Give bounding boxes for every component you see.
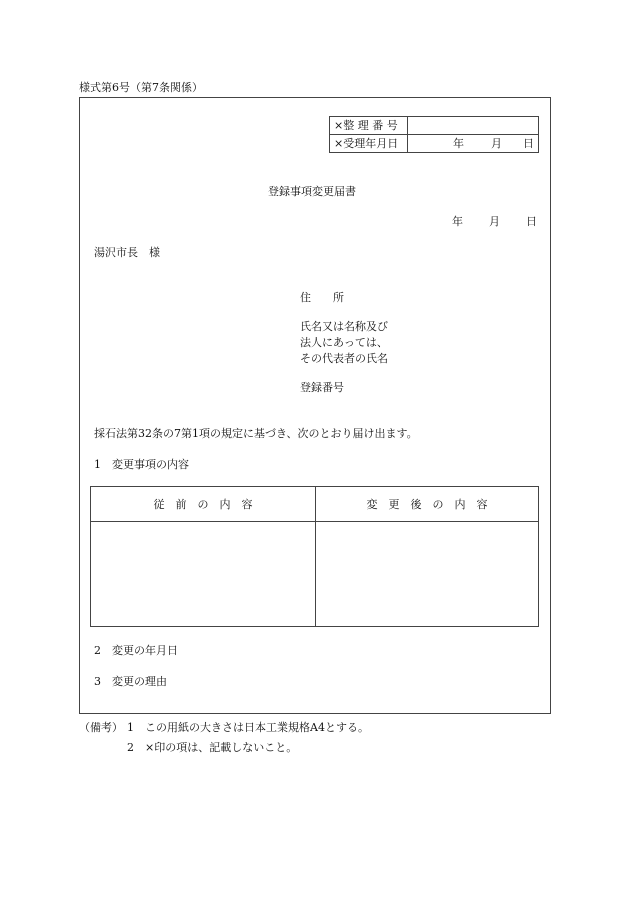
form-number-label: 様式第6号（第7条関係）: [79, 81, 203, 94]
office-box-month: 月: [491, 137, 502, 150]
office-box-receipt-date-value: [408, 135, 539, 153]
office-use-box: [329, 116, 539, 153]
before-content-header: 従 前 の 内 容: [91, 487, 316, 522]
note1-number: 1: [127, 721, 134, 734]
office-box-year: 年: [453, 137, 464, 150]
submission-date-year: 年: [452, 215, 463, 228]
note2-number: 2: [127, 741, 134, 754]
after-content-cell: [316, 522, 539, 627]
address-label: 住 所: [300, 291, 344, 304]
section2-heading: 2 変更の年月日: [94, 644, 178, 657]
change-content-table: [90, 486, 539, 627]
section3-heading: 3 変更の理由: [94, 675, 167, 688]
addressee: 湯沢市長 様: [94, 246, 160, 259]
section1-heading: 1 変更事項の内容: [94, 458, 189, 471]
after-content-header: 変 更 後 の 内 容: [316, 487, 539, 522]
note1-text: この用紙の大きさは日本工業規格A4とする。: [145, 721, 369, 734]
submission-date-month: 月: [489, 215, 500, 228]
name-label-line3: その代表者の氏名: [300, 352, 388, 365]
document-title: 登録事項変更届書: [268, 185, 356, 198]
office-box-reference-number-label: ×整 理 番 号: [330, 117, 408, 135]
submission-date-day: 日: [526, 215, 537, 228]
name-label-line2: 法人にあっては、: [300, 336, 388, 349]
note2-text: ×印の項は、記載しないこと。: [145, 741, 298, 754]
name-label-line1: 氏名又は名称及び: [300, 320, 388, 333]
before-content-cell: [91, 522, 316, 627]
registration-number-label: 登録番号: [300, 381, 344, 394]
notes-label: （備考）: [79, 721, 123, 734]
submission-date: [452, 216, 537, 227]
office-box-receipt-date-label: ×受理年月日: [330, 135, 408, 153]
office-box-day: 日: [523, 137, 534, 150]
office-box-reference-number-value: [408, 117, 539, 135]
statement-text: 採石法第32条の7第1項の規定に基づき、次のとおり届け出ます。: [94, 427, 418, 440]
